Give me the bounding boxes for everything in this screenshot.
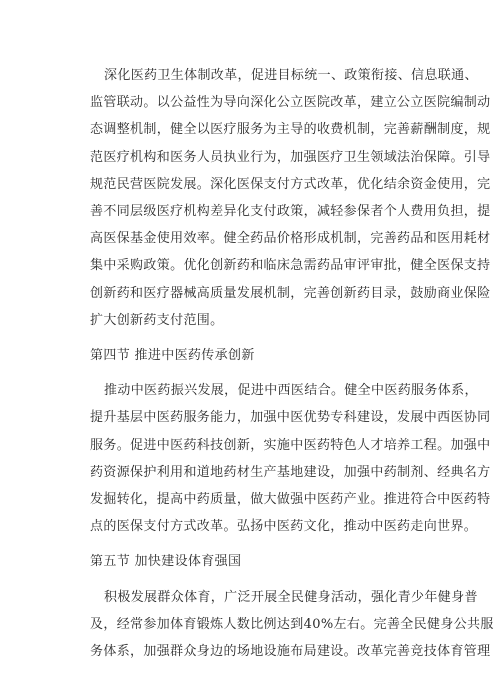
- text-line: 善不同层级医疗机构差异化支付政策，减轻参保者个人费用负担，提: [90, 204, 491, 220]
- text-line: 创新药和医疗器械高质量发展机制，完善创新药目录，鼓励商业保险: [90, 285, 491, 301]
- paragraph-tcm: [90, 377, 491, 540]
- text-line: 提升基层中医药服务能力，加强中医优势专科建设，发展中西医协同: [90, 410, 491, 426]
- section-heading-tcm: 第四节 推进中医药传承创新: [90, 348, 255, 364]
- text-line: 务体系，加强群众身边的场地设施布局建设。改革完善竞技体育管理: [90, 644, 491, 660]
- text-line: 服务。促进中医药科技创新，实施中医药特色人才培养工程。加强中: [90, 437, 491, 453]
- text-line: 推动中医药振兴发展，促进中西医结合。健全中医药服务体系，: [104, 383, 478, 399]
- text-line: 高医保基金使用效率。健全药品价格形成机制，完善药品和医用耗材: [90, 231, 491, 247]
- text-line: 及，经常参加体育锻炼人数比例达到40%左右。完善全民健身公共服: [90, 616, 494, 632]
- text-line: 药资源保护利用和道地药材生产基地建设，加强中药制剂、经典名方: [90, 464, 491, 480]
- text-line: 范医疗机构和医务人员执业行为，加强医疗卫生领域法治保障。引导: [90, 149, 491, 165]
- text-line: 监管联动。以公益性为导向深化公立医院改革，建立公立医院编制动: [90, 95, 491, 111]
- text-line: 扩大创新药支付范围。: [90, 312, 224, 328]
- text-line: 积极发展群众体育，广泛开展全民健身活动，强化青少年健身普: [104, 589, 478, 605]
- text-line: 点的医保支付方式改革。弘扬中医药文化，推动中医药走向世界。: [90, 519, 478, 535]
- text-line: 深化医药卫生体制改革，促进目标统一、政策衔接、信息联通、: [104, 68, 478, 83]
- section-heading-sports: 第五节 加快建设体育强国: [90, 554, 242, 570]
- text-line: 规范民营医院发展。深化医保支付方式改革，优化结余资金使用，完: [90, 176, 491, 192]
- text-line: 集中采购政策。优化创新药和临床急需药品审评审批，健全医保支持: [90, 258, 491, 274]
- document-body: [90, 62, 494, 665]
- text-line: 发掘转化，提高中药质量，做大做强中医药产业。推进符合中医药特: [90, 492, 491, 508]
- paragraph-medical-reform: [90, 62, 491, 334]
- text-line: 态调整机制，健全以医疗服务为主导的收费机制，完善薪酬制度，规: [90, 122, 491, 138]
- paragraph-sports: [90, 584, 494, 666]
